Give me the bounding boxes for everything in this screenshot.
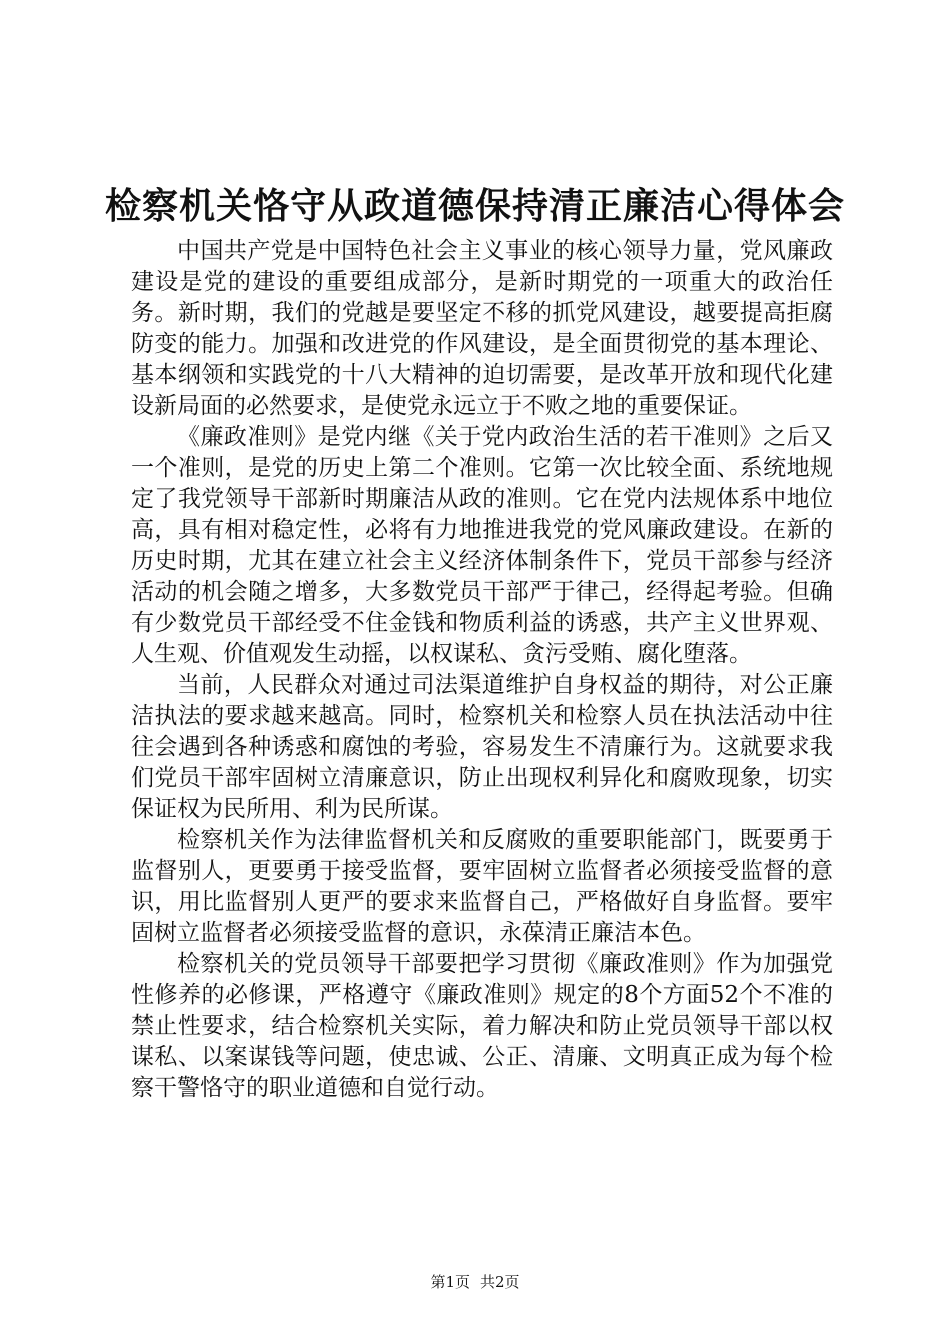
body-paragraph-5: 检察机关的党员领导干部要把学习贯彻《廉政准则》作为加强党性修养的必修课，严格遵守《廉政准则》规定的8个方面52个不准的禁止性要求，结合检察机关实际，着力解决和防止党员领导干部以权谋私、以案谋钱等问题，使忠诚、公正、清廉、文明真正成为每个检察干警恪守的职业道德和自觉行动。 bbox=[131, 951, 833, 1101]
body-paragraph-4: 检察机关作为法律监督机关和反腐败的重要职能部门，既要勇于监督别人，更要勇于接受监督，要牢固树立监督者必须接受监督的意识，用比监督别人更严的要求来监督自己，严格做好自身监督。要牢固树立监督者必须接受监督的意识，永葆清正廉洁本色。 bbox=[131, 827, 833, 946]
page-footer bbox=[0, 1272, 950, 1292]
body-paragraph-3: 当前，人民群众对通过司法渠道维护自身权益的期待，对公正廉洁执法的要求越来越高。同时，检察机关和检察人员在执法活动中往往会遇到各种诱惑和腐蚀的考验，容易发生不清廉行为。这就要求我们党员干部牢固树立清廉意识，防止出现权利异化和腐败现象，切实保证权为民所用、利为民所谋。 bbox=[131, 672, 833, 822]
body-paragraph-2: 《廉政准则》是党内继《关于党内政治生活的若干准则》之后又一个准则，是党的历史上第二个准则。它第一次比较全面、系统地规定了我党领导干部新时期廉洁从政的准则。它在党内法规体系中地位高，具有相对稳定性，必将有力地推进我党的党风廉政建设。在新的历史时期，尤其在建立社会主义经济体制条件下，党员干部参与经济活动的机会随之增多，大多数党员干部严于律己，经得起考验。但确有少数党员干部经受不住金钱和物质利益的诱惑，共产主义世界观、人生观、价值观发生动摇，以权谋私、贪污受贿、腐化堕落。 bbox=[131, 424, 833, 667]
page-number-total: 共2页 bbox=[480, 1273, 520, 1291]
document-title: 检察机关恪守从政道德保持清正廉洁心得体会 bbox=[104, 185, 845, 227]
page-number-current: 第1页 bbox=[430, 1273, 470, 1291]
body-paragraph-1: 中国共产党是中国特色社会主义事业的核心领导力量，党风廉政建设是党的建设的重要组成部分，是新时期党的一项重大的政治任务。新时期，我们的党越是要坚定不移的抓党风建设，越要提高拒腐防变的能力。加强和改进党的作风建设，是全面贯彻党的基本理论、基本纲领和实践党的十八大精神的迫切需要，是改革开放和现代化建设新局面的必然要求，是使党永远立于不败之地的重要保证。 bbox=[131, 238, 833, 419]
document-body bbox=[131, 236, 833, 1104]
